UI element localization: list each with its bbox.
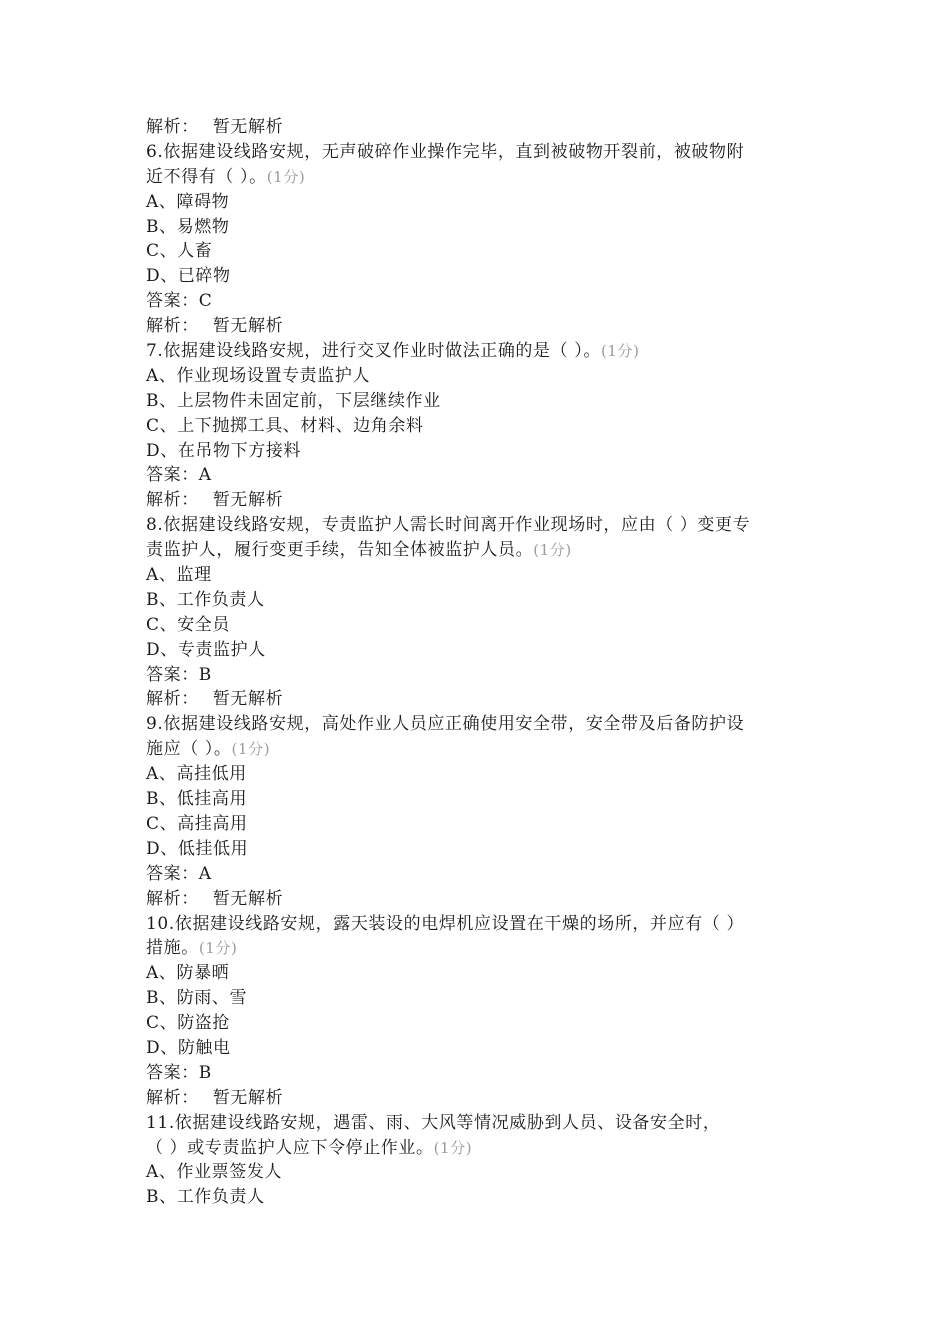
analysis-label: 解析： [146,490,199,511]
question-line [146,339,810,364]
option-text: B、低挂高用 [146,789,248,810]
question-text: 10.依据建设线路安规，露天装设的电焊机应设置在干燥的场所，并应有（ ） [146,913,745,934]
answer-line [146,663,810,688]
option-line [146,215,810,240]
answer-line [146,1061,810,1086]
option-line [146,613,810,638]
score-label: (1分) [433,1138,473,1157]
option-line [146,762,810,787]
question-text: 11.依据建设线路安规，遇雷、雨、大风等情况威胁到人员、设备安全时， [146,1112,721,1133]
option-text: C、高挂高用 [146,813,248,834]
question-text: 近不得有（ ）。 [146,166,267,187]
answer-text: 答案：B [146,1062,212,1083]
option-line [146,588,810,613]
analysis-text: 暂无解析 [212,888,284,909]
analysis-line [146,1086,810,1111]
question-line [146,712,810,737]
option-line [146,239,810,264]
question-line [146,140,810,165]
question-line [146,165,810,190]
answer-text: 答案：B [146,664,212,685]
option-text: B、防雨、雪 [146,988,248,1009]
option-line [146,364,810,389]
analysis-text: 暂无解析 [212,490,284,511]
question-text: 责监护人，履行变更手续，告知全体被监护人员。 [146,540,534,561]
option-text: A、监理 [146,565,212,586]
option-line [146,986,810,1011]
option-text: C、防盗抢 [146,1013,231,1034]
option-text: D、低挂低用 [146,838,249,859]
answer-text: 答案：A [146,465,212,486]
question-text: 8.依据建设线路安规，专责监护人需长时间离开作业现场时，应由（ ）变更专 [146,515,751,536]
option-text: B、易燃物 [146,216,230,237]
answer-text: 答案：C [146,291,213,312]
option-text: A、障碍物 [146,191,230,212]
answer-line [146,289,810,314]
option-line [146,961,810,986]
option-text: A、高挂低用 [146,764,247,785]
score-label: (1分) [533,541,572,560]
score-label: (1分) [198,939,238,958]
option-line [146,787,810,812]
answer-text: 答案：A [146,863,212,884]
score-label: (1分) [231,740,271,759]
question-line [146,1136,810,1161]
option-text: C、安全员 [146,614,231,635]
analysis-line [146,887,810,912]
analysis-line [146,314,810,339]
answer-line [146,862,810,887]
option-text: C、人畜 [146,241,213,262]
option-text: A、作业票签发人 [146,1162,283,1183]
analysis-label: 解析： [146,689,199,710]
score-label: (1分) [266,167,306,186]
question-line [146,936,810,961]
option-text: B、工作负责人 [146,1187,265,1208]
option-text: C、上下抛掷工具、材料、边角余料 [146,415,424,436]
analysis-text: 暂无解析 [212,316,284,337]
option-line [146,1036,810,1061]
analysis-label: 解析： [146,888,199,909]
analysis-text: 暂无解析 [212,1087,284,1108]
answer-line [146,463,810,488]
option-text: D、在吊物下方接料 [146,440,302,461]
question-text: 9.依据建设线路安规，高处作业人员应正确使用安全带，安全带及后备防护设 [146,714,745,735]
document-body [146,115,810,1210]
question-line [146,513,810,538]
option-text: A、防暴晒 [146,963,230,984]
option-text: A、作业现场设置专责监护人 [146,365,371,386]
question-line [146,1111,810,1136]
option-text: B、工作负责人 [146,589,265,610]
option-line [146,1160,810,1185]
question-text: （ ）或专责监护人应下令停止作业。 [146,1137,434,1158]
question-line [146,912,810,937]
analysis-text: 暂无解析 [212,689,284,710]
option-text: D、防触电 [146,1037,231,1058]
analysis-label: 解析： [146,117,199,137]
question-text: 措施。 [146,938,199,959]
option-text: D、专责监护人 [146,639,266,660]
option-line [146,1011,810,1036]
option-line [146,389,810,414]
option-line [146,812,810,837]
option-line [146,414,810,439]
question-text: 7.依据建设线路安规，进行交叉作业时做法正确的是（ ）。 [146,341,601,362]
option-line [146,638,810,663]
analysis-label: 解析： [146,316,199,337]
option-text: B、上层物件未固定前，下层继续作业 [146,390,441,411]
question-line [146,737,810,762]
option-line [146,264,810,289]
analysis-line [146,488,810,513]
question-text: 施应（ ）。 [146,739,232,760]
option-line [146,1185,810,1210]
option-line [146,190,810,215]
option-line [146,563,810,588]
analysis-line [146,115,810,140]
question-line [146,538,810,563]
question-text: 6.依据建设线路安规，无声破碎作业操作完毕，直到被破物开裂前，被破物附 [146,141,745,162]
option-line [146,837,810,862]
analysis-label: 解析： [146,1087,199,1108]
option-line [146,439,810,464]
option-text: D、已碎物 [146,266,231,287]
score-label: (1分) [600,342,640,361]
analysis-line [146,687,810,712]
analysis-text: 暂无解析 [212,117,284,137]
